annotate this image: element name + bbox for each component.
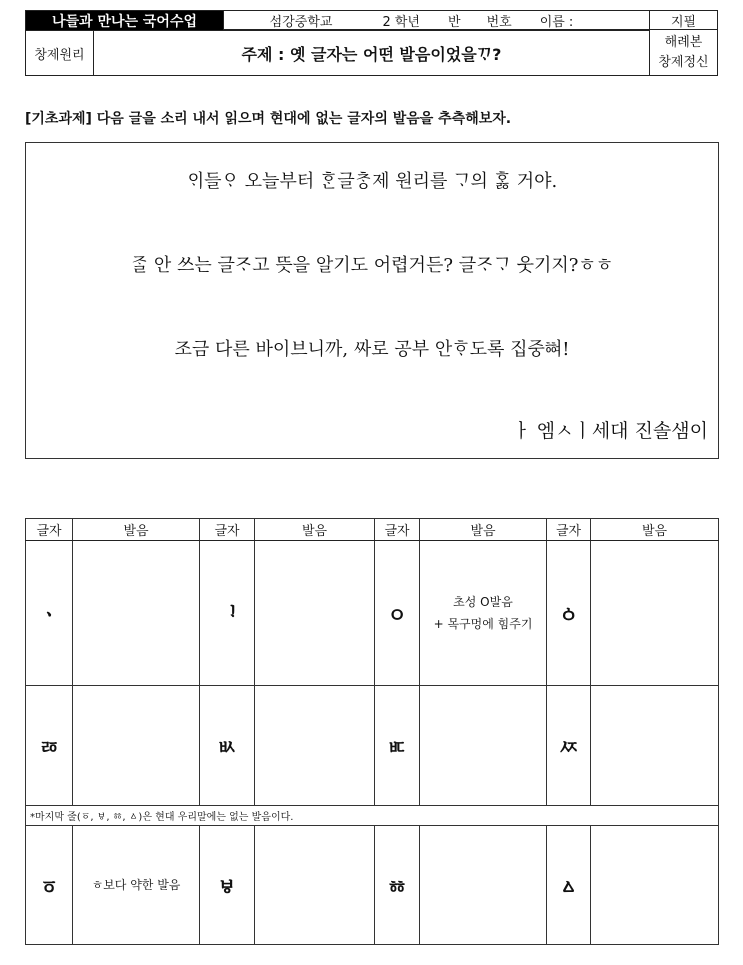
- grade: 2 학년: [382, 14, 420, 30]
- letter-cell: ㅭ: [26, 686, 73, 806]
- pronunciation-cell[interactable]: [591, 686, 719, 806]
- pronunciation-cell[interactable]: [420, 826, 547, 945]
- letter-cell: ㆅ: [375, 826, 420, 945]
- pronunciation-text: 초성 O발음 + 목구멍에 힘주기: [433, 595, 533, 631]
- pronunciation-cell[interactable]: [255, 541, 375, 686]
- col-header: 발음: [591, 519, 719, 541]
- school-name: 섬강중학교: [269, 14, 333, 30]
- letter-cell: ㅸ: [200, 826, 255, 945]
- letter-cell: ㅇ: [375, 541, 420, 686]
- letter-table: [25, 518, 719, 945]
- pronunciation-cell[interactable]: [73, 686, 200, 806]
- pronunciation-cell[interactable]: [591, 541, 719, 686]
- pronunciation-cell[interactable]: [591, 826, 719, 945]
- col-header: 글자: [375, 519, 420, 541]
- col-header: 글자: [26, 519, 73, 541]
- table-row: [26, 541, 719, 686]
- col-header: 발음: [420, 519, 547, 541]
- topic-title: 주제 : 옛 글자는 어떤 발음이었을ᄁᆞ?: [94, 30, 649, 75]
- exam-type: 지필: [649, 11, 717, 30]
- reference: [649, 30, 717, 75]
- letter-cell: ㅿ: [547, 826, 591, 945]
- passage-line: 조금 다른 바이브니까, ᄶᅡ로 공부 안ᄒᆞ도록 집중ᅘᅧ!: [174, 339, 570, 360]
- pronunciation-cell[interactable]: [420, 541, 547, 686]
- worksheet-header: [25, 10, 718, 76]
- pronunciation-cell[interactable]: [255, 686, 375, 806]
- letter-cell: ㅳ: [375, 686, 420, 806]
- letter-cell: ㆁ: [547, 541, 591, 686]
- letter-cell: ㅾ: [547, 686, 591, 806]
- signature: ㅏ 엠ㅅㅣ세대 진솔샘이: [512, 420, 708, 442]
- passage-box: [25, 142, 719, 459]
- class-title: 나들과 만나는 국어수업: [26, 11, 223, 30]
- class-field[interactable]: 반: [448, 14, 461, 30]
- note-row: [26, 806, 719, 826]
- reference-1: 해례본: [664, 34, 703, 50]
- col-header: 발음: [73, 519, 200, 541]
- table-row: [26, 686, 719, 806]
- col-header: 글자: [200, 519, 255, 541]
- reference-2: 창제정신: [658, 54, 709, 70]
- letter-cell: ᆝ: [200, 541, 255, 686]
- letter-cell: ㆍ: [26, 541, 73, 686]
- pronunciation-cell[interactable]: ㅎ보다 약한 발음: [73, 826, 200, 945]
- letter-cell: ㆆ: [26, 826, 73, 945]
- pronunciation-cell[interactable]: [73, 541, 200, 686]
- category: 창제원리: [26, 30, 94, 75]
- col-header: 글자: [547, 519, 591, 541]
- number-field[interactable]: 번호: [486, 14, 512, 30]
- passage-line: ᄌᆞᆯ 안 쓰는 글ᄌᆞ고 뜻을 알기도 어렵거든? 글ᄌᆞᄀᆞ 웃기지?ㅎㅎ: [130, 255, 614, 276]
- student-info: [223, 11, 649, 30]
- instruction: [기초과제] 다음 글을 소리 내서 읽으며 현대에 없는 글자의 발음을 추측해보자.: [25, 111, 512, 127]
- table-header: [26, 519, 719, 541]
- passage-line: ᄋᆡ들ᄋᆞ 오늘부터 ᄒᆞᆫ글ᄎᆞᆼ제 원리를 ᄀᆞ의 ᄒᆞᇙ 거야.: [186, 171, 558, 192]
- name-field[interactable]: 이름 :: [539, 14, 574, 30]
- table-note: *마지막 줄(ㆆ, ㅸ, ㆅ, ㅿ)은 현대 우리말에는 없는 발음이다.: [26, 806, 719, 826]
- letter-cell: ㅄ: [200, 686, 255, 806]
- pronunciation-cell[interactable]: [420, 686, 547, 806]
- col-header: 발음: [255, 519, 375, 541]
- table-row: [26, 826, 719, 945]
- pronunciation-cell[interactable]: [255, 826, 375, 945]
